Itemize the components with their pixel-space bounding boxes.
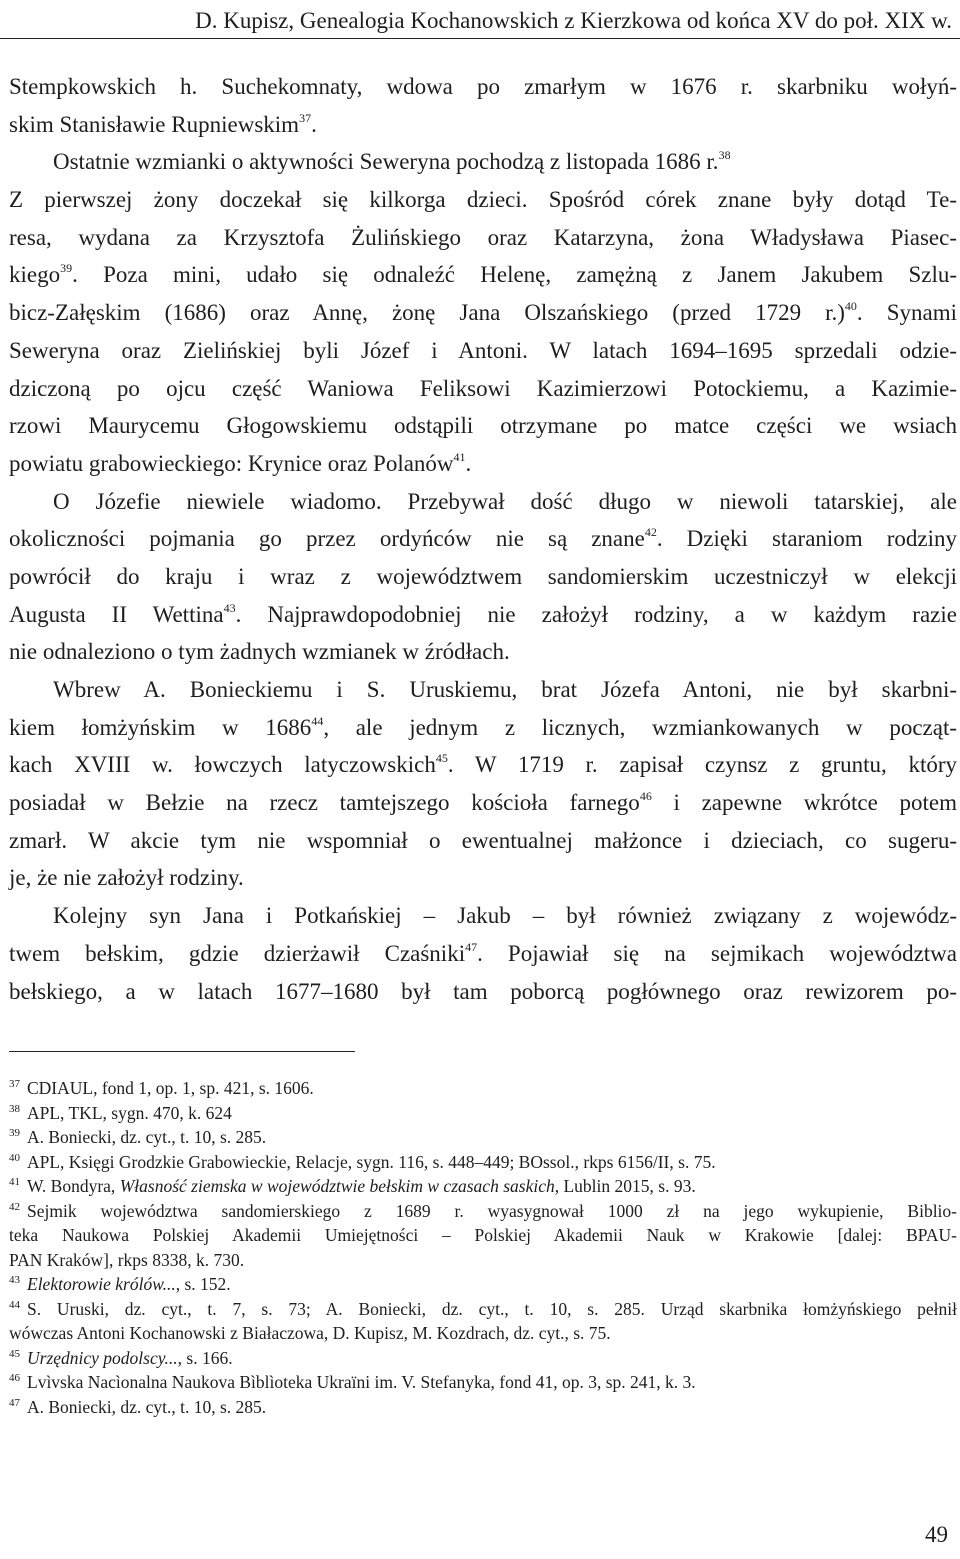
footnotes: [9, 1076, 957, 1419]
line-text-continued: . Pojawiał się na sejmikach województwa: [477, 940, 957, 966]
line-text: resa, wydana za Krzysztofa Żulińskiego oraz Katarzyna, żona Władysława Piaseс-: [9, 224, 957, 250]
footnote-ref: 42: [644, 525, 657, 540]
line-text: Augusta II Wettina: [9, 601, 224, 627]
footnote-text: wówczas Antoni Kochanowski z Białaczowa, D. Kupisz, M. Kozdrach, dz. cyt., s. 75.: [9, 1323, 611, 1343]
running-title: D. Kupisz, Genealogia Kochanowskich z Kierzkowa od końca XV do poł. XIX w.: [195, 8, 952, 33]
footnote-line: 44 S. Uruski, dz. cyt., t. 7, s. 73; A. Boniecki, dz. cyt., t. 10, s. 285. Urząd skarbnika łomżyńskiego pełnił: [9, 1298, 957, 1319]
footnote-line: [9, 1223, 957, 1248]
footnote-line: 40 APL, Księgi Grodzkie Grabowieckie, Relacje, sygn. 116, s. 448–449; BOssol., rkps 6156/II, s. 75.: [9, 1151, 716, 1172]
text-line: [9, 558, 957, 596]
line-text: bełskiego, a w latach 1677–1680 był tam poborcą pogłównego oraz rewizorem po-: [9, 978, 957, 1004]
line-text: kach XVIII w. łowczych latyczowskich: [9, 752, 436, 778]
footnote-ref: 40: [844, 299, 857, 314]
line-text: powiatu grabowieckiego: Krynice oraz Polanów: [9, 450, 454, 476]
line-text-continued: . W 1719 r. zapisał czynsz z gruntu, który: [447, 752, 957, 778]
text-line: [9, 370, 957, 408]
text-line: [9, 935, 957, 973]
footnote-ref: 44: [311, 713, 324, 728]
text-line: [9, 859, 957, 897]
body-text: [9, 68, 957, 1010]
text-line: [9, 219, 957, 257]
line-text: posiadał w Bełzie na rzecz tamtejszego kościoła farnego: [9, 790, 640, 816]
line-text-continued: . Najprawdopodobniej nie założył rodziny, a w każdym razie: [235, 601, 957, 627]
line-text-continued: . Dzięki staraniom rodziny: [656, 526, 958, 552]
text-line: [9, 106, 957, 144]
line-text: kiem łomżyńskim w 1686: [9, 714, 312, 740]
text-line: [9, 746, 957, 784]
footnote-text-continued: , s. 152.: [175, 1274, 231, 1294]
footnote-text-continued: , Lublin 2015, s. 93.: [554, 1176, 696, 1196]
footnote-line: 37 CDIAUL, fond 1, op. 1, sp. 421, s. 1606.: [9, 1078, 314, 1098]
text-line: [9, 520, 957, 558]
footnote-ref: 47: [465, 939, 478, 954]
text-line: [9, 143, 957, 181]
text-line: [9, 671, 957, 709]
line-text-continued: , ale jednym z licznych, wzmiankowanych w począt-: [323, 714, 957, 740]
footnote-text-continued: , s. 166.: [177, 1347, 233, 1368]
footnote-line: 41 W. Bondyra, Własność ziemska w województwie bełskim w czasach saskich, Lublin 2015, s. 93.: [9, 1176, 696, 1196]
line-text-continued: .: [465, 450, 472, 476]
footnote-text: A. Boniecki, dz. cyt., t. 10, s. 285.: [27, 1127, 267, 1147]
text-line: [9, 294, 957, 332]
footnote-ref: 38: [718, 148, 731, 163]
footnote-line: 43 Elektorowie królów..., s. 152.: [9, 1274, 231, 1294]
line-text: je, że nie założył rodziny.: [9, 865, 244, 891]
footnote-ref: 46: [639, 789, 652, 804]
line-text-continued: .: [311, 111, 317, 137]
text-line: [9, 68, 957, 106]
footnote-line: [9, 1321, 957, 1346]
footnote-ref: 45: [435, 751, 448, 766]
line-text: zmarł. W akcie tym nie wspomniał o ewentualnej małżonce i dzieciach, co sugeru-: [9, 827, 957, 853]
footnote-title: Urzędnicy podolscy...: [27, 1347, 178, 1368]
line-text: skim Stanisławie Rupniewskim: [9, 111, 300, 137]
line-text-continued: i zapewne wkrótce potem: [651, 790, 957, 816]
line-text: powrócił do kraju i wraz z województwem sandomierskim uczestniczył w elekcji: [9, 563, 957, 589]
footnote-title: Elektorowie królów...: [27, 1274, 176, 1294]
line-text: bicz-Załęskim (1686) oraz Annę, żonę Jana Olszańskiego (przed 1729 r.): [9, 300, 845, 326]
footnote-text: A. Boniecki, dz. cyt., t. 10, s. 285.: [27, 1396, 267, 1417]
footnote-text: PAN Kraków], rkps 8338, k. 730.: [9, 1249, 245, 1270]
footnote-text: teka Naukowa Polskiej Akademii Umiejętności – Polskiej Akademii Nauk w Krakowie [dalej: BPAU-: [9, 1225, 957, 1245]
footnote-ref: 37: [299, 110, 312, 125]
footnote-text: APL, TKL, sygn. 470, k. 624: [27, 1102, 232, 1123]
line-text: Z pierwszej żony doczekał się kilkorga dzieci. Spośród córek znane były dotąd Te-: [9, 187, 957, 213]
line-text: Kolejny syn Jana i Potkańskiej – Jakub – był również związany z wojewódz-: [53, 903, 957, 929]
footnote-text: CDIAUL, fond 1, op. 1, sp. 421, s. 1606.: [27, 1078, 314, 1098]
text-line: [9, 332, 957, 370]
line-text: twem bełskim, gdzie dzierżawił Czaśniki: [9, 940, 466, 966]
line-text: Ostatnie wzmianki o aktywności Seweryna pochodzą z listopada 1686 r.: [53, 149, 719, 175]
page-number: 49: [925, 1522, 948, 1547]
footnote-text: Lvìvska Nacìonalna Naukova Bìblìoteka Ukraïni im. V. Stefanyka, fond 41, op. 3, sp. 241, k. 3.: [27, 1372, 696, 1392]
text-line: [9, 897, 957, 935]
footnote-ref: 43: [223, 600, 236, 615]
text-line: [9, 633, 957, 671]
footnote-line: 45 Urzędnicy podolscy..., s. 166.: [9, 1347, 233, 1368]
footnote-line: 39 A. Boniecki, dz. cyt., t. 10, s. 285.: [9, 1127, 267, 1147]
footnote-line: 38 APL, TKL, sygn. 470, k. 624: [9, 1102, 232, 1123]
footnote-line: 47 A. Boniecki, dz. cyt., t. 10, s. 285.: [9, 1396, 267, 1417]
line-text: rzowi Maurycemu Głogowskiemu odstąpili otrzymane po matce części we wsiach: [9, 413, 957, 439]
text-line: [9, 407, 957, 445]
footnote-text: W. Bondyra,: [27, 1176, 120, 1196]
text-line: [9, 709, 957, 747]
line-text: dziczoną po ojcu część Waniowa Feliksowi Kazimierzowi Potockiemu, a Kazimie-: [9, 375, 957, 401]
line-text: Stempkowskich h. Suchekomnaty, wdowa po zmarłym w 1676 r. skarbniku wołyń-: [9, 74, 957, 99]
footnote-ref: 41: [453, 449, 466, 464]
line-text: okoliczności pojmania go przez ordyńców nie są znane: [9, 526, 645, 552]
footnote-text: APL, Księgi Grodzkie Grabowieckie, Relacje, sygn. 116, s. 448–449; BOssol., rkps 6156/II, s. 75.: [27, 1151, 716, 1172]
text-line: [9, 822, 957, 860]
footnote-text: S. Uruski, dz. cyt., t. 7, s. 73; A. Boniecki, dz. cyt., t. 10, s. 285. Urząd skarbnika łomżyńskiego pełnił: [27, 1298, 957, 1319]
line-text-continued: . Poza mini, udało się odnaleźć Helenę, zamężną z Janem Jakubem Szlu-: [72, 262, 957, 288]
line-text-continued: . Synami: [856, 300, 958, 326]
text-line: [9, 445, 957, 483]
text-line: [9, 181, 957, 219]
footnote-line: 42 Sejmik województwa sandomierskiego z 1689 r. wyasygnował 1000 zł na jego wykupienie, Biblio-: [9, 1200, 957, 1221]
line-text: Wbrew A. Bonieckiemu i S. Uruskiemu, brat Józefa Antoni, nie był skarbni-: [53, 677, 957, 702]
line-text: O Józefie niewiele wiadomo. Przebywał dość długo w niewoli tatarskiej, ale: [53, 488, 957, 514]
line-text: kiego: [9, 262, 61, 288]
text-line: [9, 596, 957, 634]
line-text: Seweryna oraz Zielińskiej byli Józef i Antoni. W latach 1694–1695 sprzedali odzie-: [9, 337, 957, 363]
footnote-title: Własność ziemska w województwie bełskim w czasach saskich: [119, 1176, 555, 1196]
text-line: [9, 256, 957, 294]
footnote-line: [9, 1248, 957, 1273]
footnote-text: Sejmik województwa sandomierskiego z 1689 r. wyasygnował 1000 zł na jego wykupienie, Biblio-: [27, 1200, 957, 1221]
footnote-line: 46 Lvìvska Nacìonalna Naukova Bìblìoteka Ukraïni im. V. Stefanyka, fond 41, op. 3, sp. 241, k. 3.: [9, 1372, 696, 1392]
line-text: nie odnaleziono o tym żadnych wzmianek w źródłach.: [9, 639, 510, 665]
footnote-ref: 39: [60, 261, 73, 276]
running-header: [0, 4, 960, 39]
text-line: [9, 973, 957, 1011]
text-line: [9, 784, 957, 822]
footnote-separator: [9, 1051, 355, 1052]
text-line: [9, 483, 957, 521]
